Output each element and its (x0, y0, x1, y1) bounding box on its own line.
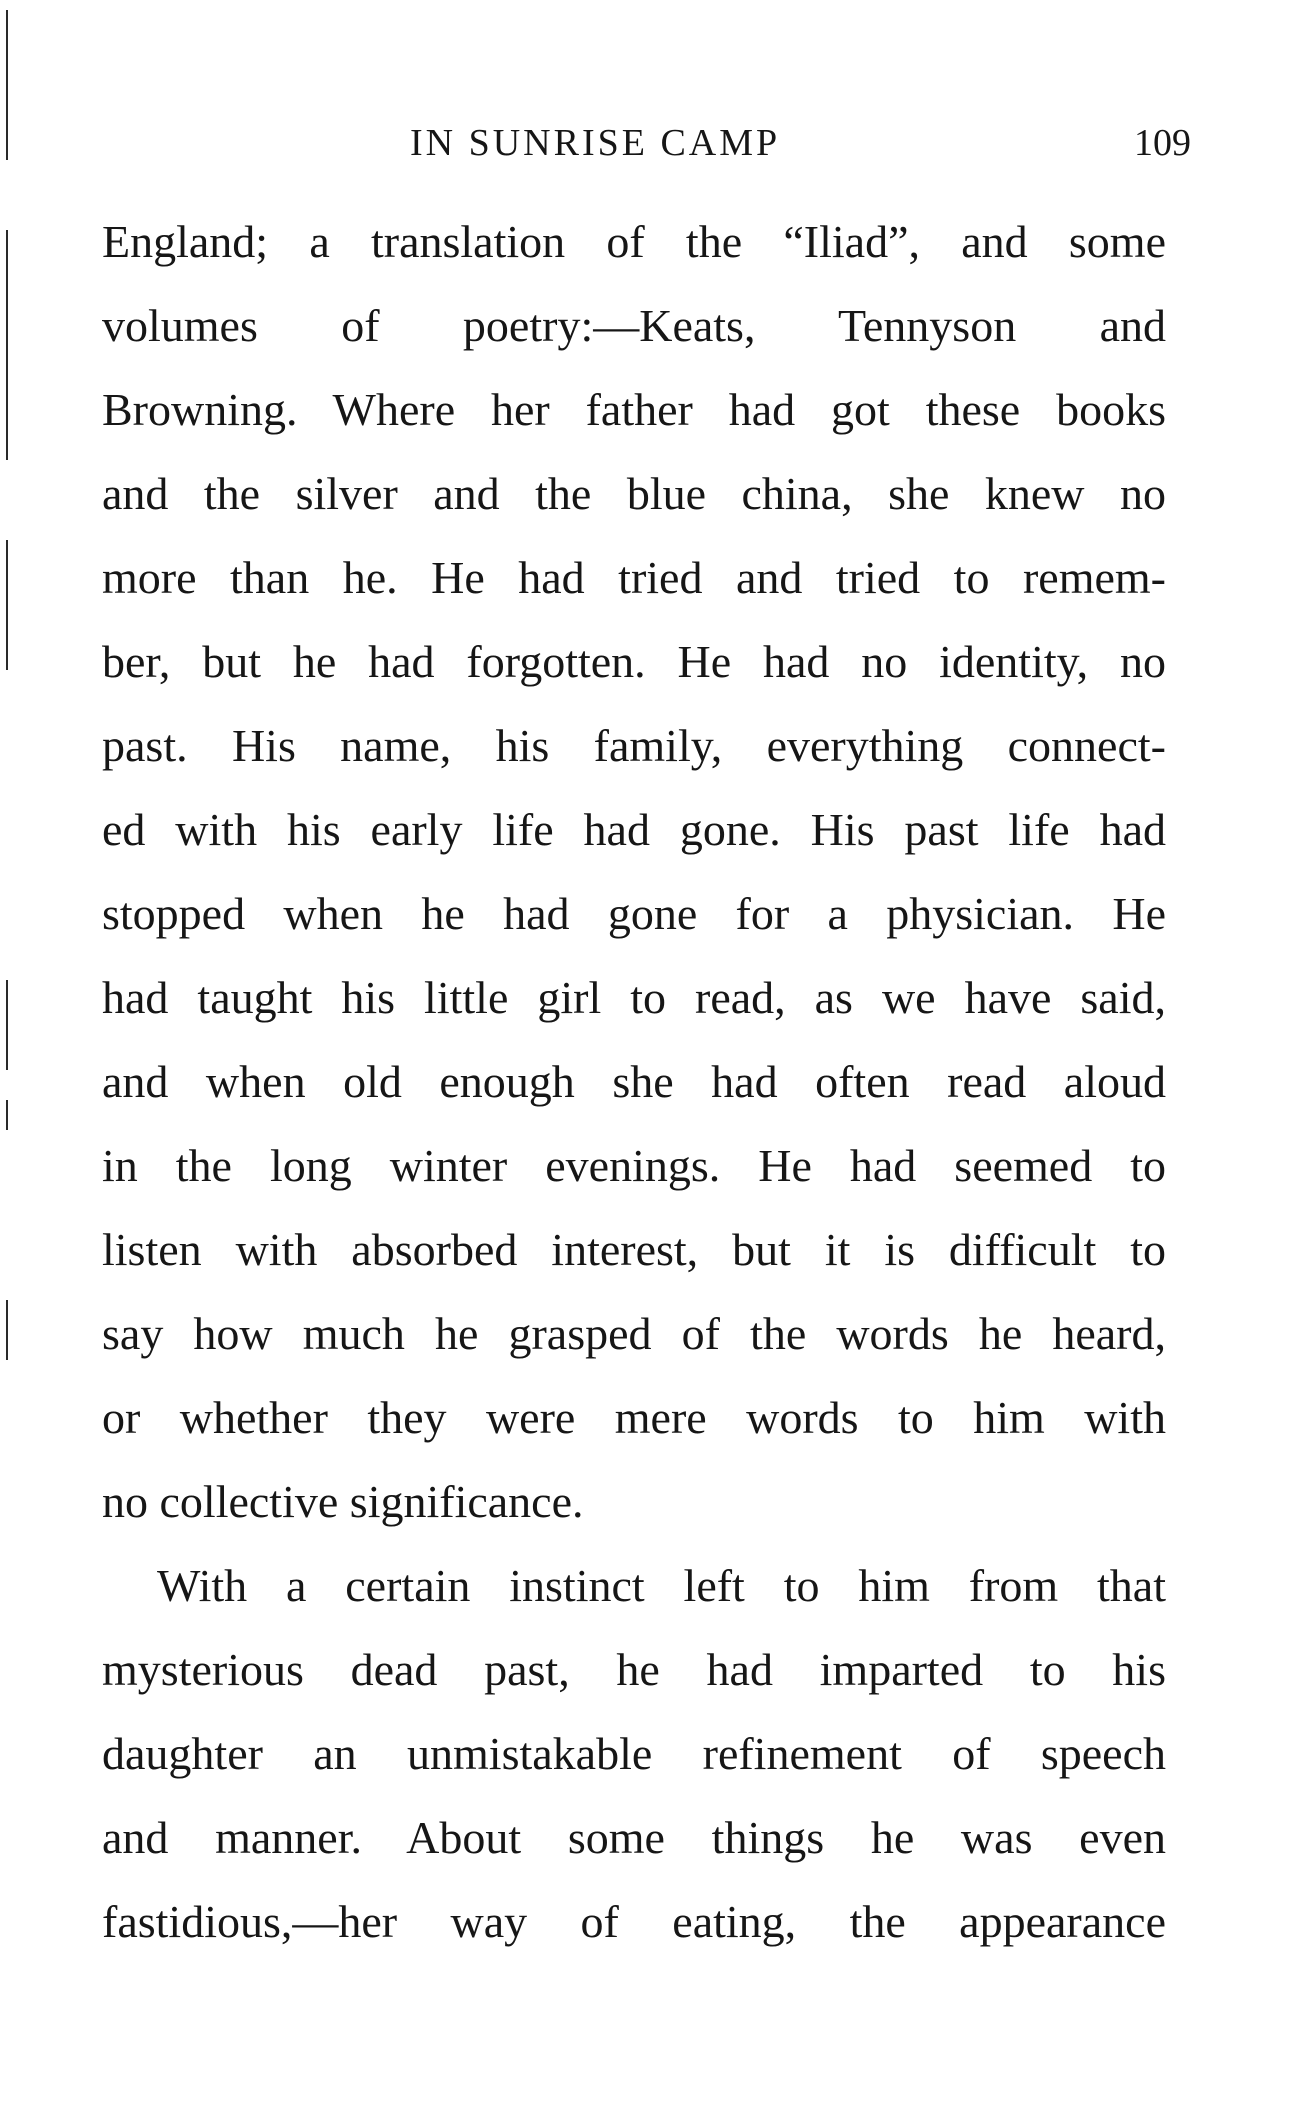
text-line: volumes of poetry:—Keats, Tennyson and (102, 300, 1166, 351)
text-line: say how much he grasped of the words he heard, (102, 1308, 1166, 1359)
text-line: past. His name, his family, everything connect- (102, 720, 1166, 771)
running-head (0, 118, 1299, 168)
text-line: daughter an unmistakable refinement of speech (102, 1728, 1166, 1779)
text-line: Browning. Where her father had got these books (102, 384, 1166, 435)
text-line: mysterious dead past, he had imparted to his (102, 1644, 1166, 1695)
text-line: fastidious,—her way of eating, the appearance (102, 1896, 1166, 1947)
text-line: more than he. He had tried and tried to remem- (102, 552, 1166, 603)
text-line: listen with absorbed interest, but it is difficult to (102, 1224, 1166, 1275)
text-line: and when old enough she had often read aloud (102, 1056, 1166, 1107)
running-head-title: IN SUNRISE CAMP (410, 122, 781, 164)
text-line: ed with his early life had gone. His past life had (102, 804, 1166, 855)
paragraph-1 (102, 200, 1166, 1544)
text-line: With a certain instinct left to him from that (157, 1560, 1166, 1611)
text-line: no collective significance. (102, 1476, 584, 1527)
text-line: and the silver and the blue china, she knew no (102, 468, 1166, 519)
paragraph-2 (102, 1544, 1166, 1964)
text-line: and manner. About some things he was even (102, 1812, 1166, 1863)
page-number: 109 (1134, 122, 1191, 164)
body-text (102, 200, 1166, 1964)
scan-edge-marks (4, 0, 10, 1700)
text-line: ber, but he had forgotten. He had no identity, no (102, 636, 1166, 687)
text-line: stopped when he had gone for a physician. He (102, 888, 1166, 939)
text-line: England; a translation of the “Iliad”, and some (102, 216, 1166, 267)
text-line: in the long winter evenings. He had seemed to (102, 1140, 1166, 1191)
text-line: had taught his little girl to read, as we have said, (102, 972, 1166, 1023)
text-line: or whether they were mere words to him with (102, 1392, 1166, 1443)
